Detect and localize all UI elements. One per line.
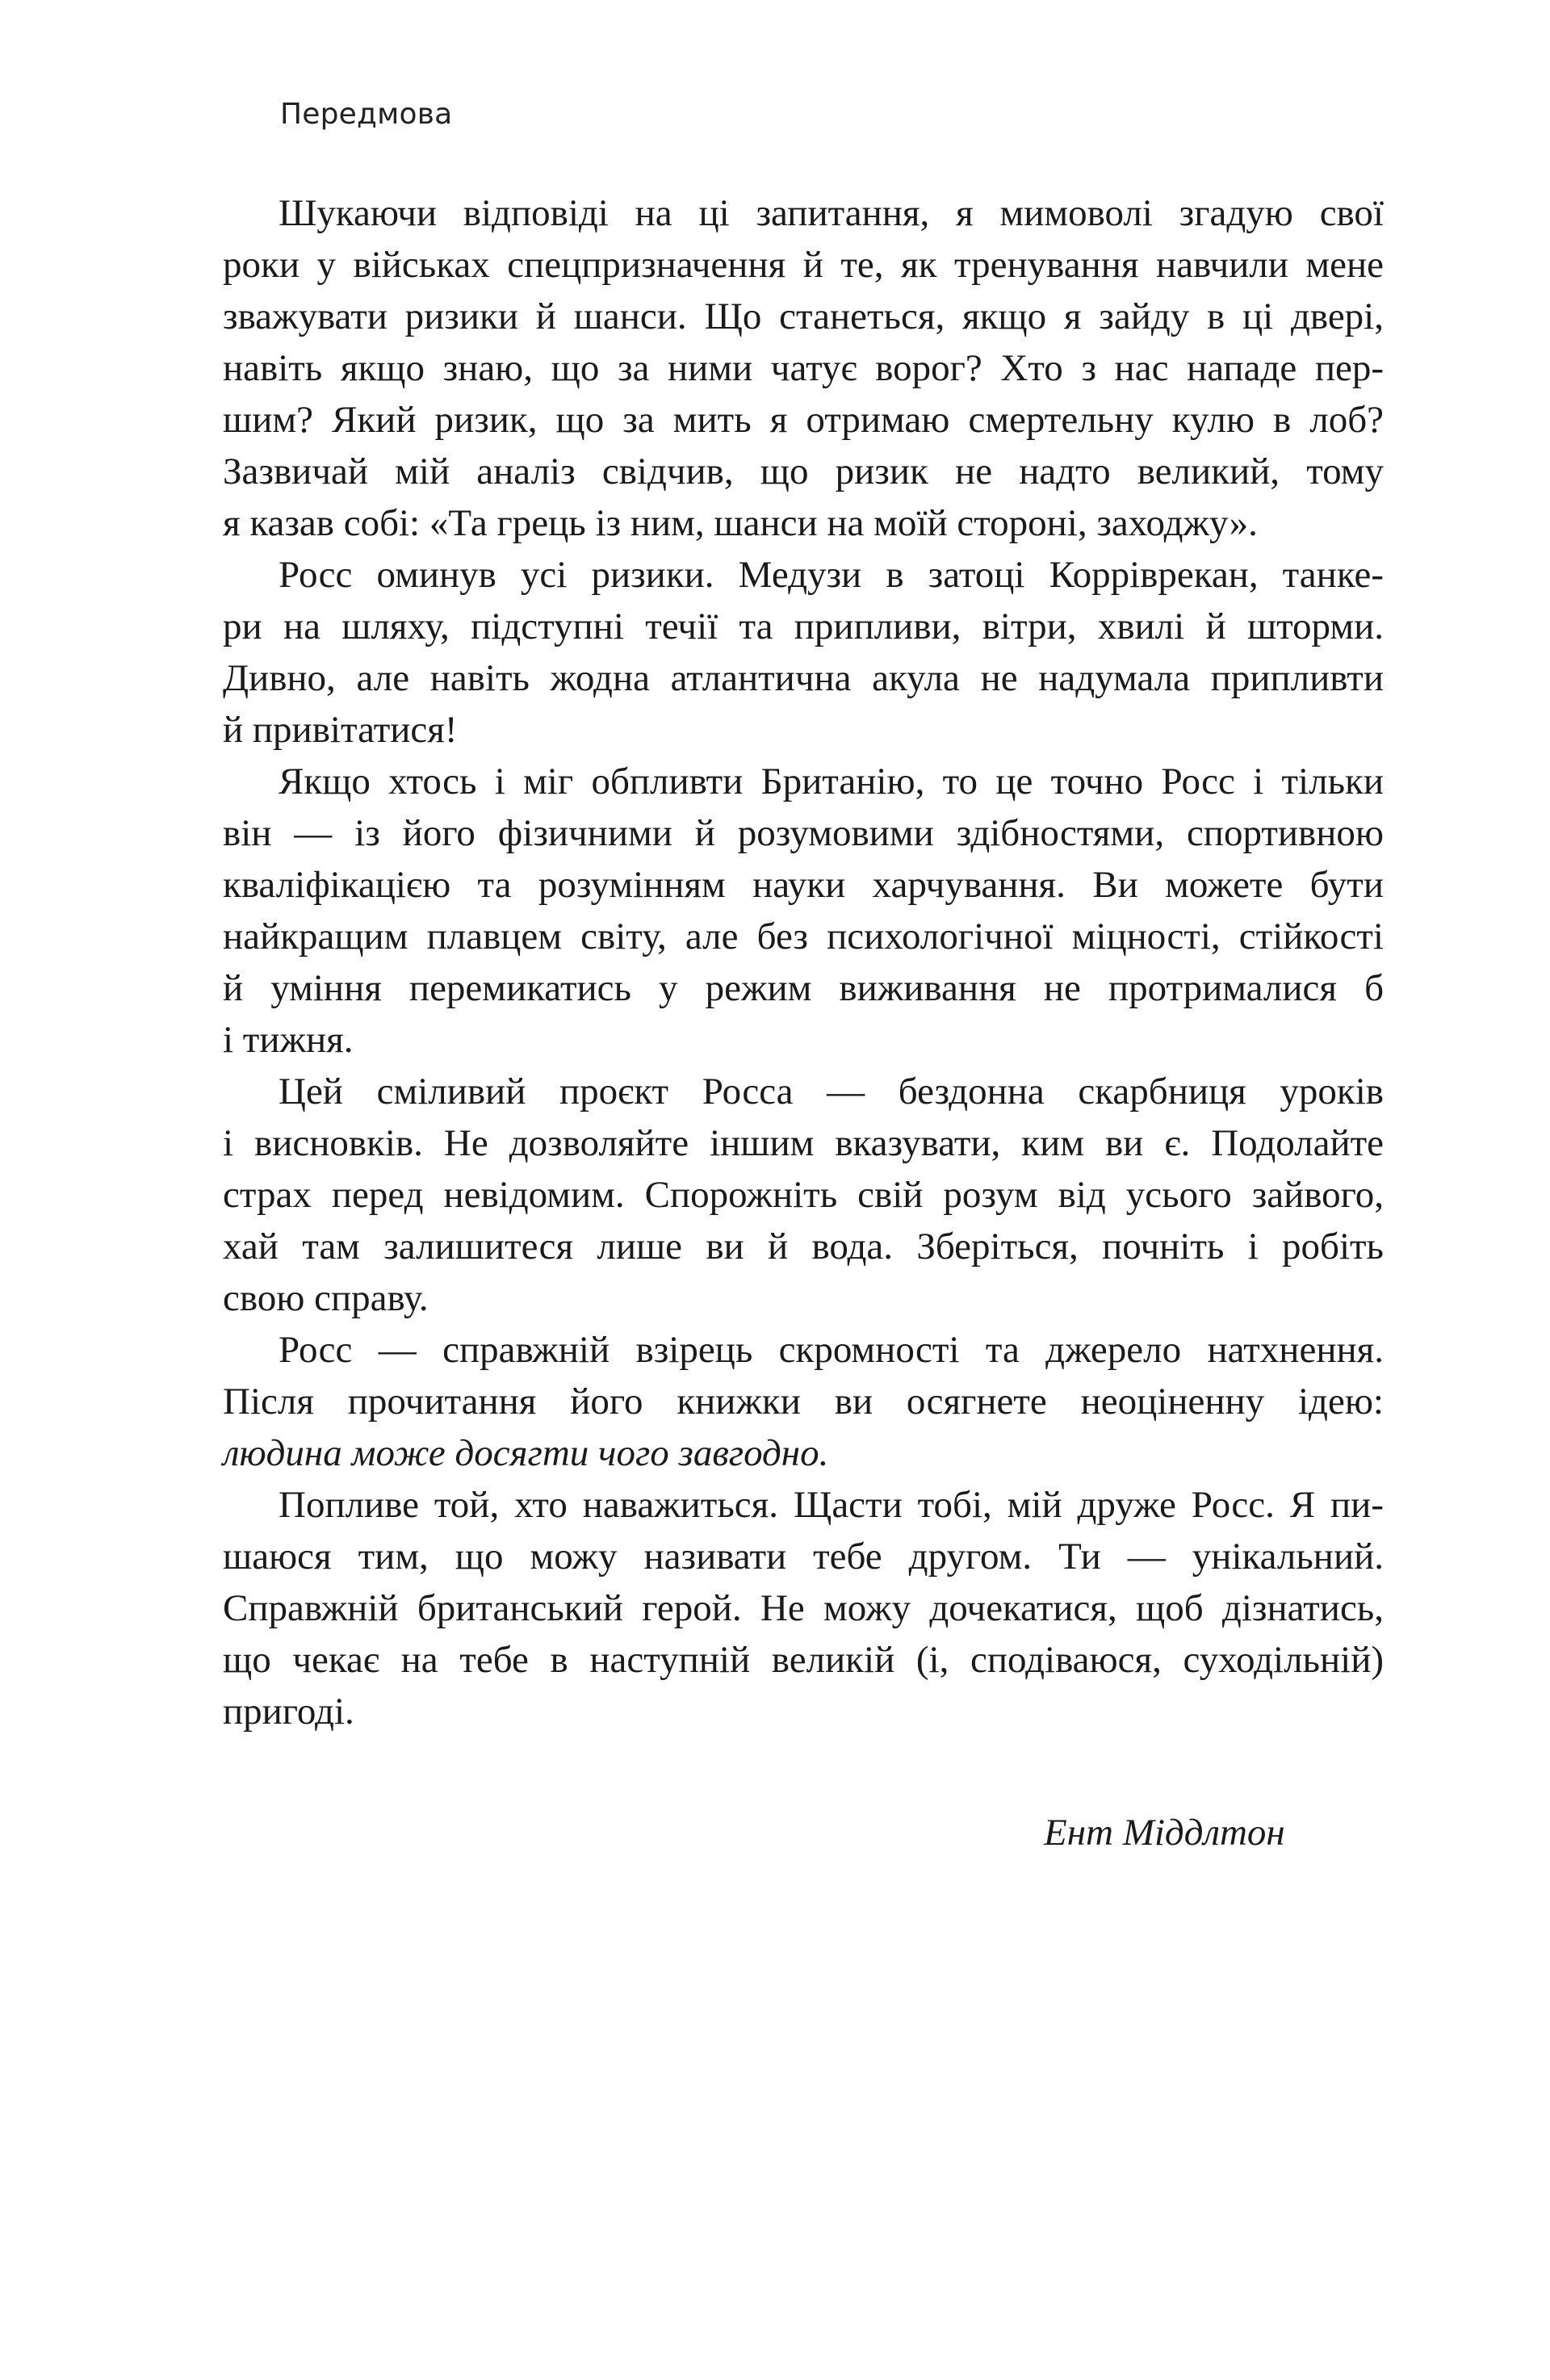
text-line: я казав собі: «Та грець із ним, шанси на моїй стороні, заходжу». [223,502,1258,544]
foreword-text [223,187,1384,1737]
text-line: що чекає на тебе в наступній великій (і, сподіваюся, суходільній) [223,1639,1384,1681]
text-line: і тижня. [223,1019,354,1061]
paragraph-2 [223,549,1384,756]
text-line: хай там залишитеся лише ви й вода. Зберіться, почніть і робіть [223,1226,1384,1268]
text-line: Шукаючи відповіді на ці запитання, я мимоволі згадую свої [279,192,1384,234]
text-line: свою справу. [223,1277,429,1319]
text-line: Попливе той, хто наважиться. Щасти тобі, мій друже Росс. Я пи- [279,1484,1384,1526]
author-signature: Ент Міддлтон [1044,1812,1285,1854]
text-line: шаюся тим, що можу називати тебе другом. Ти — унікальний. [223,1536,1384,1578]
text-line: Якщо хтось і міг обпливти Британію, то це точно Росс і тільки [279,761,1384,802]
text-line: й уміння перемикатись у режим виживання не протрималися б [223,967,1384,1009]
text-line: Після прочитання його книжки ви осягнете неоціненну ідею: [223,1381,1384,1423]
text-line: Дивно, але навіть жодна атлантична акула не надумала припливти [223,657,1384,699]
running-head: Передмова [280,98,453,131]
paragraph-3 [223,756,1384,1066]
text-line: ри на шляху, підступні течії та припливи, вітри, хвилі й шторми. [223,605,1384,647]
text-line: кваліфікацією та розумінням науки харчування. Ви можете бути [223,864,1384,906]
text-line: він — із його фізичними й розумовими здібностями, спортивною [223,812,1384,854]
paragraph-1 [223,187,1384,549]
paragraph-5 [223,1324,1384,1479]
text-line: шим? Який ризик, що за мить я отримаю смертельну кулю в лоб? [223,399,1384,441]
text-line: навіть якщо знаю, що за ними чатує ворог? Хто з нас нападе пер- [223,347,1384,389]
text-line: пригоді. [223,1691,354,1733]
text-line: Справжній британський герой. Не можу дочекатися, щоб дізнатись, [223,1587,1384,1629]
text-line: й привітатися! [223,709,458,751]
paragraph-6 [223,1479,1384,1737]
text-line: Росс — справжній взірець скромності та джерело натхнення. [279,1329,1384,1371]
text-line: Зазвичай мій аналіз свідчив, що ризик не надто великий, тому [223,450,1384,492]
text-line: роки у військах спецпризначення й те, як тренування навчили мене [223,244,1384,286]
text-line: зважувати ризики й шанси. Що станеться, якщо я зайду в ці двері, [223,295,1384,337]
paragraph-4 [223,1066,1384,1324]
text-line: і висновків. Не дозволяйте іншим вказувати, ким ви є. Подолайте [223,1122,1384,1164]
text-line: Цей сміливий проєкт Росса — бездонна скарбниця уроків [279,1071,1384,1112]
text-line: найкращим плавцем світу, але без психологічної міцності, стійкості [223,916,1384,957]
emphasized-text-line: людина може досягти чого завгодно. [223,1432,829,1474]
text-line: страх перед невідомим. Спорожніть свій розум від усього зайвого, [223,1174,1384,1216]
text-line: Росс оминув усі ризики. Медузи в затоці Корріврекан, танке- [279,554,1384,596]
